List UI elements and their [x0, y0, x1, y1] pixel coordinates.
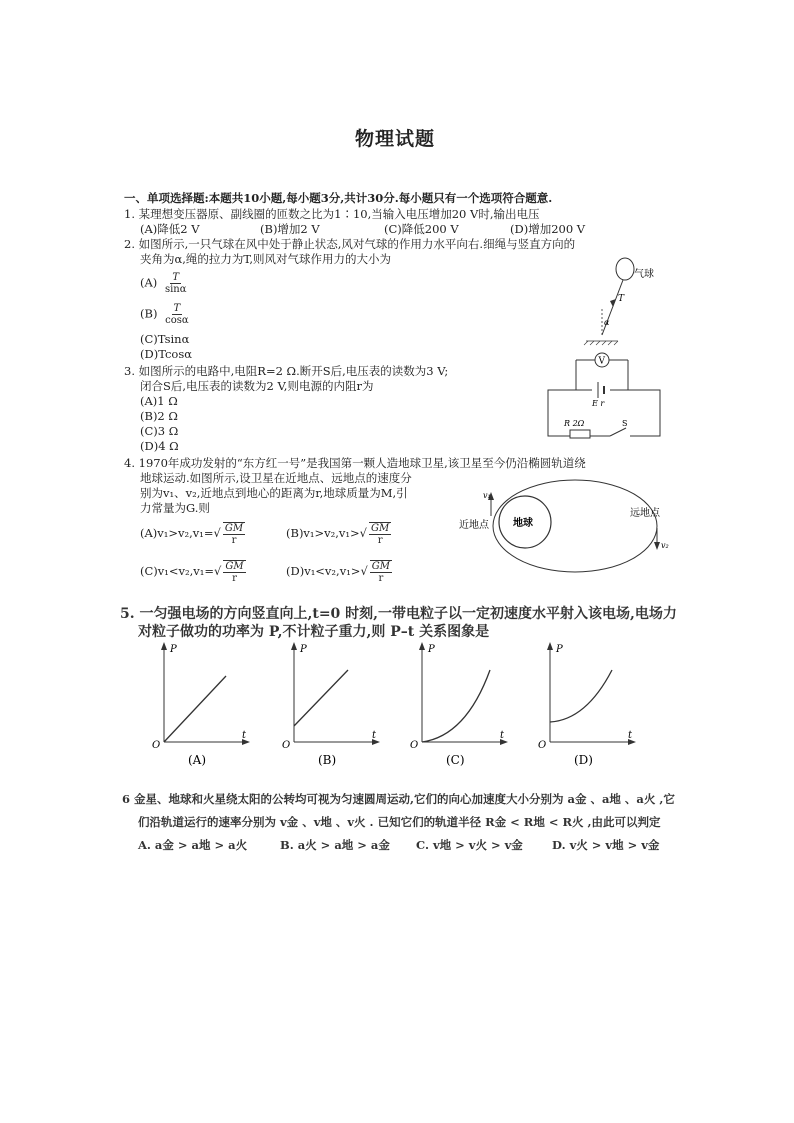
q3-stem-line2: 闭合S后,电压表的读数为2 V,则电源的内阻r为 — [140, 379, 374, 393]
apogee-label: 远地点 — [630, 508, 660, 519]
graph-b-origin-label: O — [282, 740, 291, 751]
graph-a-p-label: P — [170, 644, 177, 655]
graph-a-t-label: t — [242, 730, 247, 741]
q1-stem: 1. 某理想变压器原、副线圈的匝数之比为1∶10,当输入电压增加20 V时,输出电压 — [124, 207, 540, 221]
resistor-label: R 2Ω — [564, 419, 585, 428]
switch-label: S — [622, 419, 628, 428]
q4-option-d-text: (D)v₁<v₂,v₁> — [286, 564, 361, 578]
q4-option-d-den: r — [378, 573, 384, 584]
angle-label: α — [604, 318, 610, 327]
q4-option-b-text: (B)v₁>v₂,v₁> — [286, 526, 360, 540]
circuit-outer-loop — [548, 390, 660, 436]
graph-b-caption: (B) — [318, 753, 337, 767]
q4-option-a-sqrt — [223, 522, 245, 546]
graph-b-y-arrow-icon — [291, 642, 297, 650]
q6-option-c: C. v地 > v火 > v金 — [416, 838, 523, 852]
q2-option-a-den: sinα — [164, 284, 187, 295]
battery-label: E r — [592, 399, 605, 408]
q4-stem-line4: 力常量为G.则 — [140, 501, 210, 515]
q2-option-d: (D)Tcosα — [140, 347, 193, 361]
graph-d-y-arrow-icon — [547, 642, 553, 650]
graph-b — [280, 640, 390, 775]
q2-option-c: (C)Tsinα — [140, 332, 190, 346]
q4-stem-line3: 别为v₁、v₂,近地点到地心的距离为r,地球质量为M,引 — [140, 486, 408, 500]
graph-c-p-label: P — [428, 644, 435, 655]
graph-c-caption: (C) — [446, 753, 465, 767]
graph-b-p-label: P — [300, 644, 307, 655]
q2-option-b-den: cosα — [165, 315, 189, 326]
q4-option-b-den: r — [377, 535, 383, 546]
graph-b-t-label: t — [372, 730, 377, 741]
v1-label: v₁ — [483, 491, 491, 500]
q4-option-c-text: (C)v₁<v₂,v₁= — [140, 564, 215, 578]
q4-option-a-den: r — [231, 535, 237, 546]
balloon-figure — [580, 255, 680, 355]
q4-option-c: (C)v₁<v₂,v₁=√ $\frac{GM}{r}$ — [140, 561, 244, 584]
tension-label: T — [618, 294, 625, 304]
q6-option-a: A. a金 > a地 > a火 — [138, 838, 248, 852]
q4-stem-line2: 地球运动.如图所示,设卫星在近地点、远地点的速度分 — [140, 471, 412, 485]
section-header: 一、单项选择题:本题共10小题,每小题3分,共计30分.每小题只有一个选项符合题意. — [124, 191, 553, 205]
q4-option-c-den: r — [232, 573, 237, 584]
graph-b-curve — [294, 670, 348, 726]
q4-stem-line1: 4. 1970年成功发射的“东方红一号”是我国第一颗人造地球卫星,该卫星至今仍沿椭圆轨道绕 — [124, 456, 586, 470]
q2-option-b-fraction — [163, 303, 191, 326]
graph-c-t-label: t — [500, 730, 505, 741]
v2-label: v₂ — [661, 541, 669, 550]
q4-option-c-sqrt — [223, 560, 245, 584]
graph-a-caption: (A) — [188, 753, 207, 767]
q4-option-d-sqrt — [370, 560, 392, 584]
orbit-figure — [455, 476, 695, 576]
v2-arrow-icon — [654, 542, 660, 550]
earth-label: 地球 — [513, 518, 533, 529]
q4-option-a-num: GM — [224, 523, 244, 534]
q3-option-b: (B)2 Ω — [140, 409, 178, 423]
circuit-figure — [540, 348, 670, 443]
graph-d-t-label: t — [628, 730, 633, 741]
q2-option-b — [140, 303, 193, 326]
tension-arrow-icon — [610, 299, 616, 307]
graph-c-y-arrow-icon — [419, 642, 425, 650]
q5-stem-line2: 对粒子做功的功率为 P,不计粒子重力,则 P–t 关系图象是 — [138, 624, 490, 640]
q3-option-a: (A)1 Ω — [140, 394, 178, 408]
q2-option-a-fraction — [163, 272, 189, 295]
balloon-label: 气球 — [634, 269, 654, 280]
q5-stem-line1: 5. 一匀强电场的方向竖直向上,t=0 时刻,一带电粒子以一定初速度水平射入该电场,电场力 — [120, 606, 677, 622]
q2-stem-line1: 2. 如图所示,一只气球在风中处于静止状态,风对气球的作用力水平向右.细绳与竖直方向的 — [124, 237, 576, 251]
q4-option-d-num: GM — [371, 561, 391, 572]
resistor-icon — [570, 430, 590, 438]
q4-option-b-sqrt — [369, 522, 391, 546]
q4-option-b: (B)v₁>v₂,v₁>√ $\frac{GM}{r}$ — [286, 523, 390, 546]
graph-c-curve — [422, 670, 490, 742]
q4-option-a: (A)v₁>v₂,v₁=√ $\frac{GM}{r}$ — [140, 523, 244, 546]
q3-stem-line1: 3. 如图所示的电路中,电阻R=2 Ω.断开S后,电压表的读数为3 V; — [124, 364, 449, 378]
perigee-label: 近地点 — [459, 520, 489, 531]
graph-d — [536, 640, 646, 775]
graph-c-origin-label: O — [410, 740, 419, 751]
q4-option-c-num: GM — [225, 561, 244, 572]
q2-option-a — [140, 272, 190, 295]
q6-stem-line1: 6 金星、地球和火星绕太阳的公转均可视为匀速圆周运动,它们的向心加速度大小分别为 a金 、a地 、a火 ,它 — [122, 792, 675, 806]
q2-option-a-label: (A) — [140, 275, 158, 290]
graph-c — [408, 640, 518, 775]
ground-hatch — [584, 341, 618, 345]
q6-option-d: D. v火 > v地 > v金 — [552, 838, 660, 852]
graph-d-p-label: P — [556, 644, 563, 655]
q1-option-d: (D)增加200 V — [510, 222, 586, 236]
graph-d-curve — [550, 670, 612, 722]
q1-option-b: (B)增加2 V — [260, 222, 320, 236]
q3-option-d: (D)4 Ω — [140, 439, 179, 453]
q4-option-d: (D)v₁<v₂,v₁>√ $\frac{GM}{r}$ — [286, 561, 391, 584]
q4-option-a-text: (A)v₁>v₂,v₁= — [140, 526, 214, 540]
q3-option-c: (C)3 Ω — [140, 424, 179, 438]
q6-option-b: B. a火 > a地 > a金 — [280, 838, 390, 852]
graph-a-origin-label: O — [152, 740, 161, 751]
page-title: 物理试题 — [355, 128, 436, 150]
q2-option-a-num: T — [172, 272, 180, 283]
voltmeter-label: V — [598, 356, 605, 367]
q4-option-b-num: GM — [371, 523, 390, 534]
graph-a — [150, 640, 260, 775]
q2-option-b-label: (B) — [140, 306, 158, 321]
graph-d-caption: (D) — [574, 753, 593, 767]
q6-stem-line2: 们沿轨道运行的速率分别为 v金 、v地 、v火 . 已知它们的轨道半径 R金 < R地 < R火 ,由此可以判定 — [138, 815, 661, 829]
graph-d-origin-label: O — [538, 740, 547, 751]
q1-option-c: (C)降低200 V — [384, 222, 459, 236]
graph-a-curve — [164, 676, 226, 742]
graph-a-y-arrow-icon — [161, 642, 167, 650]
q1-option-a: (A)降低2 V — [140, 222, 200, 236]
q2-stem-line2: 夹角为α,绳的拉力为T,则风对气球作用力的大小为 — [140, 252, 392, 266]
balloon-shape — [616, 258, 634, 280]
q2-option-b-num: T — [173, 303, 181, 314]
